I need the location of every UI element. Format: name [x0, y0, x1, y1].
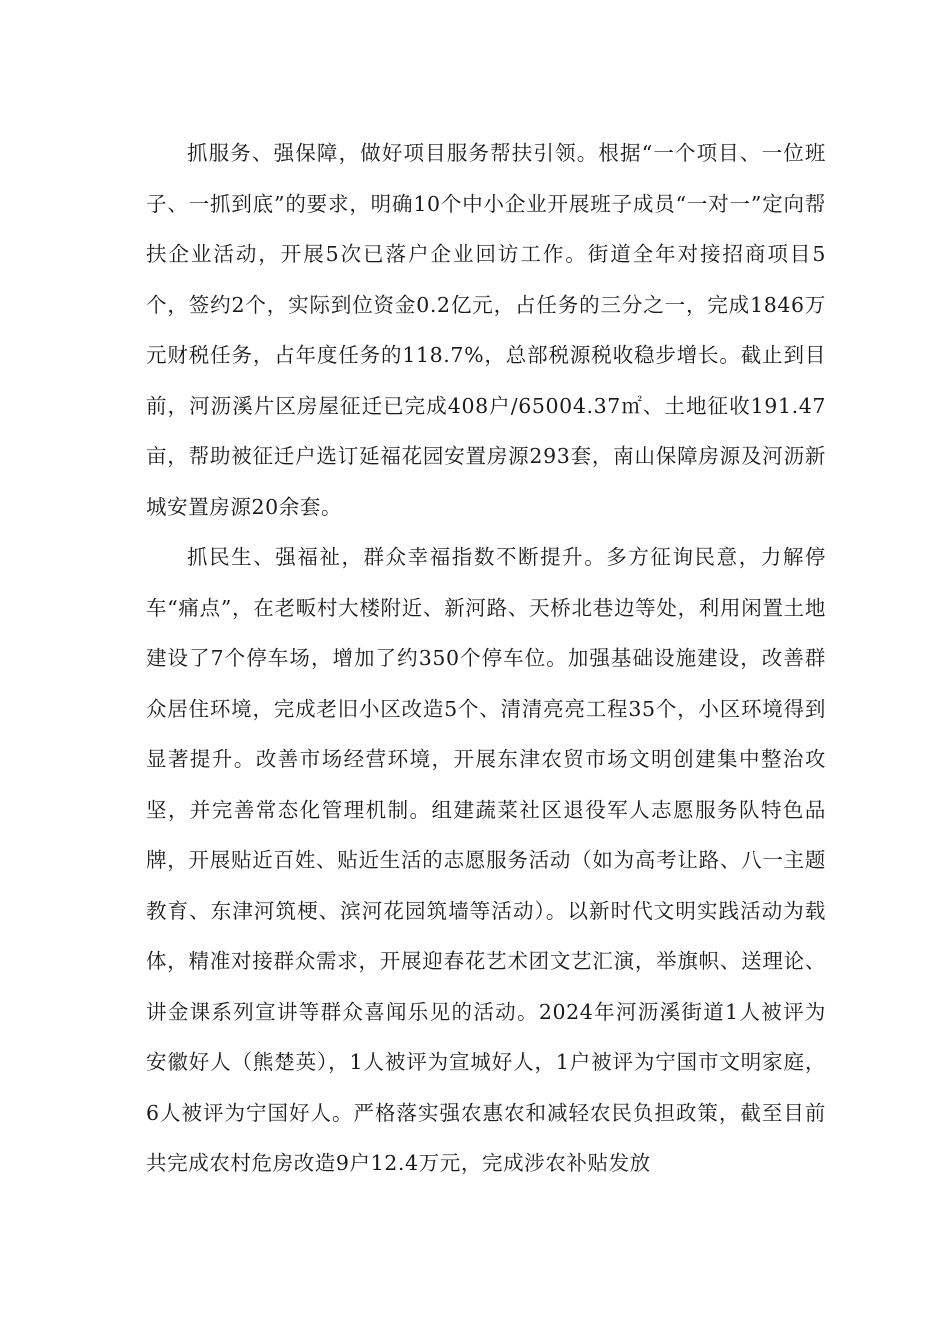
paragraph-livelihood-welfare: 抓民生、强福祉，群众幸福指数不断提升。多方征询民意，力解停车“痛点”，在老畈村大楼附近、新河路、天桥北巷边等处，利用闲置土地建设了7个停车场，增加了约350个停车位。加强基础设施建设，改善群众居住环境，完成老旧小区改造5个、清清亮亮工程35个，小区环境得到显著提升。改善市场经营环境，开展东津农贸市场文明创建集中整治攻坚，并完善常态化管理机制。组建蔬菜社区退役军人志愿服务队特色品牌，开展贴近百姓、贴近生活的志愿服务活动（如为高考让路、八一主题教育、东津河筑梗、滨河花园筑墙等活动）。以新时代文明实践活动为载体，精准对接群众需求，开展迎春花艺术团文艺汇演，举旗帜、送理论、讲金课系列宣讲等群众喜闻乐见的活动。2024年河沥溪街道1人被评为安徽好人（熊楚英），1人被评为宣城好人，1户被评为宁国市文明家庭，6人被评为宁国好人。严格落实强农惠农和减轻农民负担政策，截至目前共完成农村危房改造9户12.4万元，完成涉农补贴发放 — [146, 545, 826, 1175]
paragraph-project-services: 抓服务、强保障，做好项目服务帮扶引领。根据“一个项目、一位班子、一抓到底”的要求，明确10个中小企业开展班子成员“一对一”定向帮扶企业活动，开展5次已落户企业回访工作。街道全年对接招商项目5个，签约2个，实际到位资金0.2亿元，占任务的三分之一，完成1846万元财税任务，占年度任务的118.7%，总部税源税收稳步增长。截止到目前，河沥溪片区房屋征迁已完成408户/65004.37㎡、土地征收191.47亩，帮助被征迁户选订延福花园安置房源293套，南山保障房源及河沥新城安置房源20余套。 — [146, 141, 826, 519]
